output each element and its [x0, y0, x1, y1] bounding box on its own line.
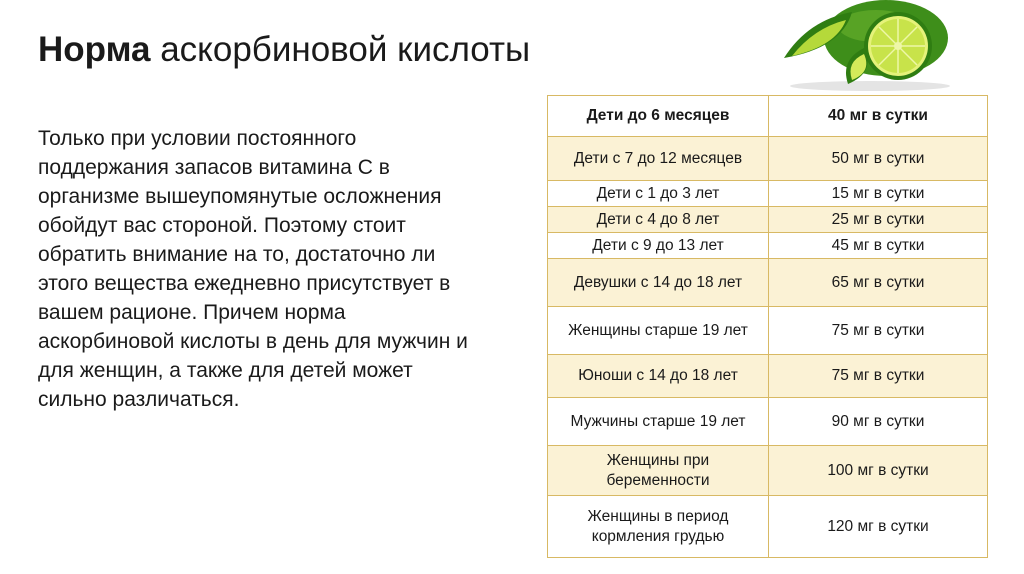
- table-row: [548, 446, 988, 496]
- table-row: [548, 398, 988, 446]
- page-title: [38, 28, 530, 72]
- header-cell-group: Дети до 6 месяцев: [548, 96, 769, 137]
- table-cell-group: Юноши с 14 до 18 лет: [548, 355, 769, 398]
- table-cell-dose: 50 мг в сутки: [769, 137, 988, 181]
- table-cell-group: Дети с 1 до 3 лет: [548, 181, 769, 207]
- table-cell-group: Женщины при беременности: [548, 446, 769, 496]
- table-cell-group: Дети с 9 до 13 лет: [548, 233, 769, 259]
- header-cell-dose: 40 мг в сутки: [769, 96, 988, 137]
- table-cell-dose: 90 мг в сутки: [769, 398, 988, 446]
- body-paragraph: Только при условии постоянного поддержания запасов витамина С в организме вышеупомянутые осложнения обойдут вас стороной. Поэтому стоит обратить внимание на то, достаточно ли этого вещества ежедневно присутствует в вашем рационе. Причем норма аскорбиновой кислоты в день для мужчин и для женщин, а также для детей может сильно различаться.: [38, 127, 468, 411]
- table-row: [548, 181, 988, 207]
- table-row: [548, 496, 988, 558]
- table-row: [548, 355, 988, 398]
- table-row: [548, 207, 988, 233]
- table-cell-dose: 75 мг в сутки: [769, 355, 988, 398]
- table-cell-dose: 120 мг в сутки: [769, 496, 988, 558]
- lime-image: [778, 0, 954, 92]
- table-cell-dose: 65 мг в сутки: [769, 259, 988, 307]
- table-cell-group: Женщины в период кормления грудью: [548, 496, 769, 558]
- title-rest: аскорбиновой кислоты: [150, 30, 531, 69]
- table-header-row: [548, 96, 988, 137]
- table-row: [548, 307, 988, 355]
- table-cell-group: Дети с 4 до 8 лет: [548, 207, 769, 233]
- table-cell-dose: 100 мг в сутки: [769, 446, 988, 496]
- table-cell-dose: 15 мг в сутки: [769, 181, 988, 207]
- table-cell-group: Дети с 7 до 12 месяцев: [548, 137, 769, 181]
- table-row: [548, 259, 988, 307]
- vitamin-c-norm-table: [547, 95, 988, 558]
- table-cell-dose: 25 мг в сутки: [769, 207, 988, 233]
- table-row: [548, 233, 988, 259]
- table-row: [548, 137, 988, 181]
- table-cell-dose: 75 мг в сутки: [769, 307, 988, 355]
- table-cell-group: Женщины старше 19 лет: [548, 307, 769, 355]
- table-cell-group: Мужчины старше 19 лет: [548, 398, 769, 446]
- title-bold: Норма: [38, 30, 151, 69]
- table-cell-group: Девушки с 14 до 18 лет: [548, 259, 769, 307]
- table-cell-dose: 45 мг в сутки: [769, 233, 988, 259]
